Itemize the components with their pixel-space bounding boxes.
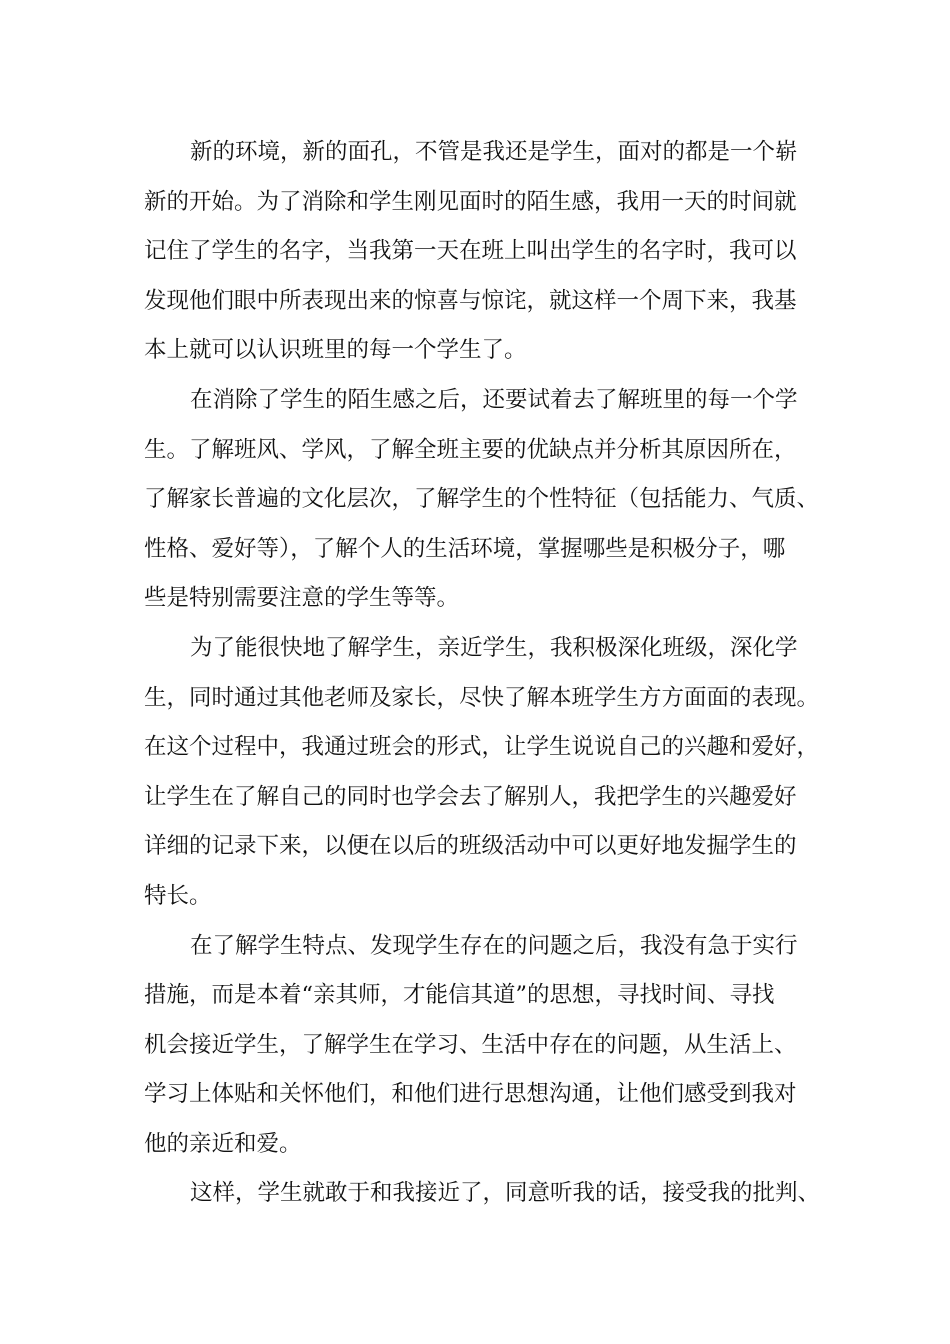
- text-line: 他的亲近和爱。: [144, 1130, 302, 1157]
- text-line: 措施，而是本着“亲其师，才能信其道”的思想，寻找时间、寻找: [144, 982, 775, 1009]
- paragraph-3: [144, 624, 824, 922]
- text-line: 发现他们眼中所表现出来的惊喜与惊诧，就这样一个周下来，我基: [144, 287, 797, 314]
- paragraph-1: [144, 128, 824, 376]
- text-line: 在了解学生特点、发现学生存在的问题之后，我没有急于实行: [190, 932, 798, 959]
- text-line: 为了能很快地了解学生，亲近学生，我积极深化班级，深化学: [190, 634, 798, 661]
- paragraph-5: [144, 1169, 824, 1219]
- paragraph-4: [144, 922, 824, 1170]
- text-line: 新的开始。为了消除和学生刚见面时的陌生感，我用一天的时间就: [144, 188, 797, 215]
- text-line: 在消除了学生的陌生感之后，还要试着去了解班里的每一个学: [190, 386, 798, 413]
- text-line: 生，同时通过其他老师及家长，尽快了解本班学生方方面面的表现。: [144, 684, 820, 711]
- text-line: 性格、爱好等），了解个人的生活环境，掌握哪些是积极分子，哪: [144, 535, 786, 562]
- text-line: 学习上体贴和关怀他们，和他们进行思想沟通，让他们感受到我对: [144, 1081, 797, 1108]
- text-line: 本上就可以认识班里的每一个学生了。: [144, 337, 527, 364]
- document-body: [144, 128, 824, 1219]
- text-line: 记住了学生的名字，当我第一天在班上叫出学生的名字时，我可以: [144, 238, 797, 265]
- text-line: 机会接近学生，了解学生在学习、生活中存在的问题，从生活上、: [144, 1031, 797, 1058]
- text-line: 了解家长普遍的文化层次，了解学生的个性特征（包括能力、气质、: [144, 486, 820, 513]
- text-line: 在这个过程中，我通过班会的形式，让学生说说自己的兴趣和爱好，: [144, 734, 820, 761]
- text-line: 特长。: [144, 882, 212, 909]
- text-line: 新的环境，新的面孔，不管是我还是学生，面对的都是一个崭: [190, 139, 798, 165]
- text-line: 让学生在了解自己的同时也学会去了解别人，我把学生的兴趣爱好: [144, 783, 797, 810]
- text-line: 些是特别需要注意的学生等等。: [144, 585, 460, 612]
- paragraph-2: [144, 376, 824, 624]
- text-line: 详细的记录下来，以便在以后的班级活动中可以更好地发掘学生的: [144, 833, 797, 860]
- text-line: 这样，学生就敢于和我接近了，同意听我的话，接受我的批判、: [190, 1180, 821, 1207]
- text-line: 生。了解班风、学风，了解全班主要的优缺点并分析其原因所在，: [144, 436, 797, 463]
